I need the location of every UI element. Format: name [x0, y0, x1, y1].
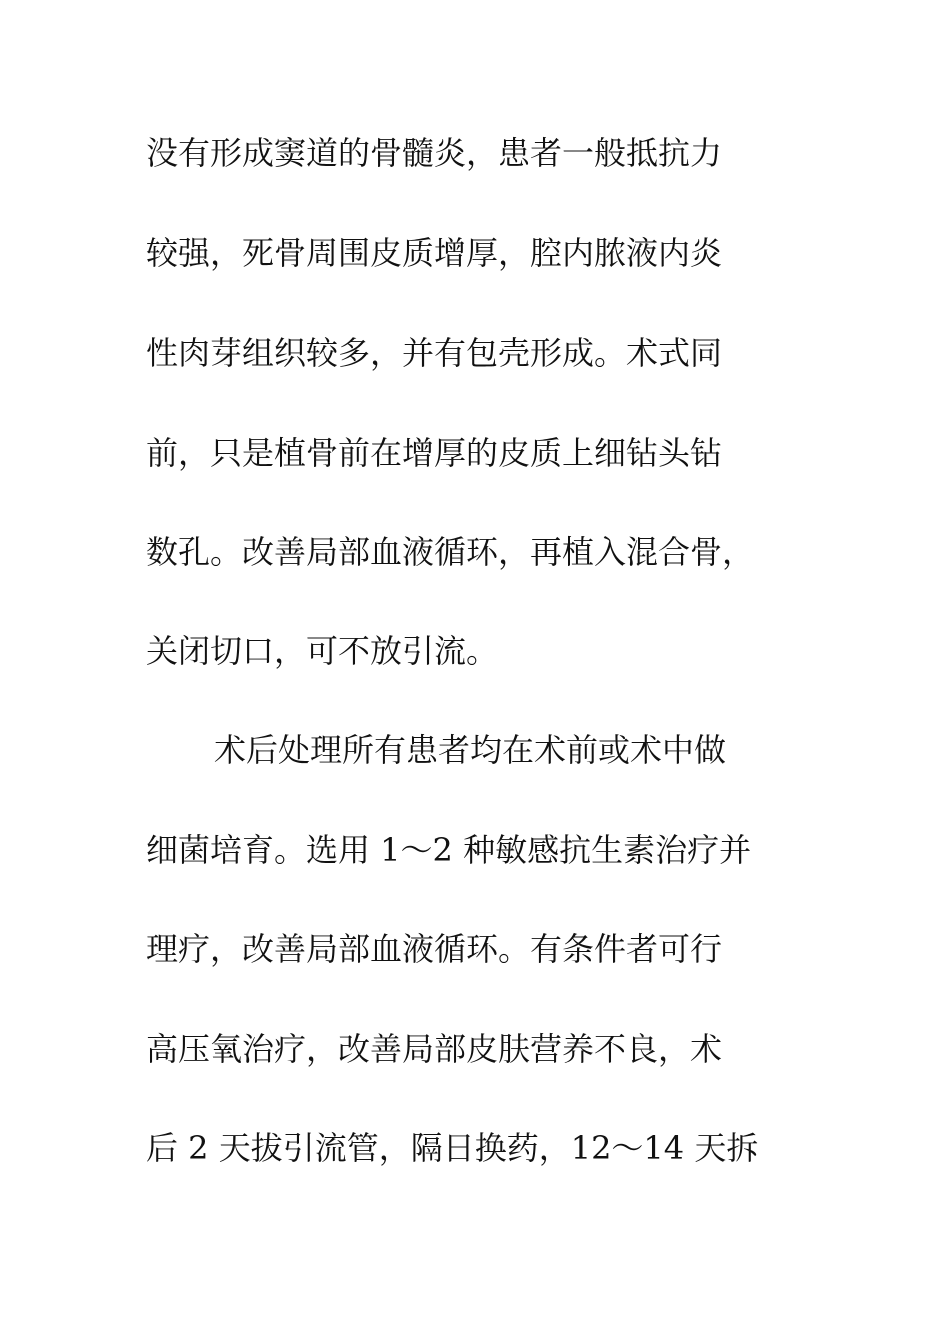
text-line: 性肉芽组织较多，并有包壳形成。术式同 [146, 334, 723, 372]
text-line: 较强，死骨周围皮质增厚，腔内脓液内炎 [146, 234, 723, 272]
text-line: 后 2 天拔引流管，隔日换药，12～14 天拆 [146, 1129, 759, 1167]
text-line: 没有形成窦道的骨髓炎，患者一般抵抗力 [146, 134, 723, 172]
text-line: 高压氧治疗，改善局部皮肤营养不良，术 [146, 1030, 723, 1068]
text-line: 关闭切口，可不放引流。 [146, 632, 499, 670]
text-line: 细菌培育。选用 1～2 种敏感抗生素治疗并 [146, 831, 752, 869]
text-line: 前，只是植骨前在增厚的皮质上细钻头钻 [146, 434, 723, 472]
text-line: 数孔。改善局部血液循环，再植入混合骨， [146, 533, 755, 571]
paragraph-first-line: 术后处理所有患者均在术前或术中做 [214, 731, 727, 769]
text-line: 理疗，改善局部血液循环。有条件者可行 [146, 930, 723, 968]
